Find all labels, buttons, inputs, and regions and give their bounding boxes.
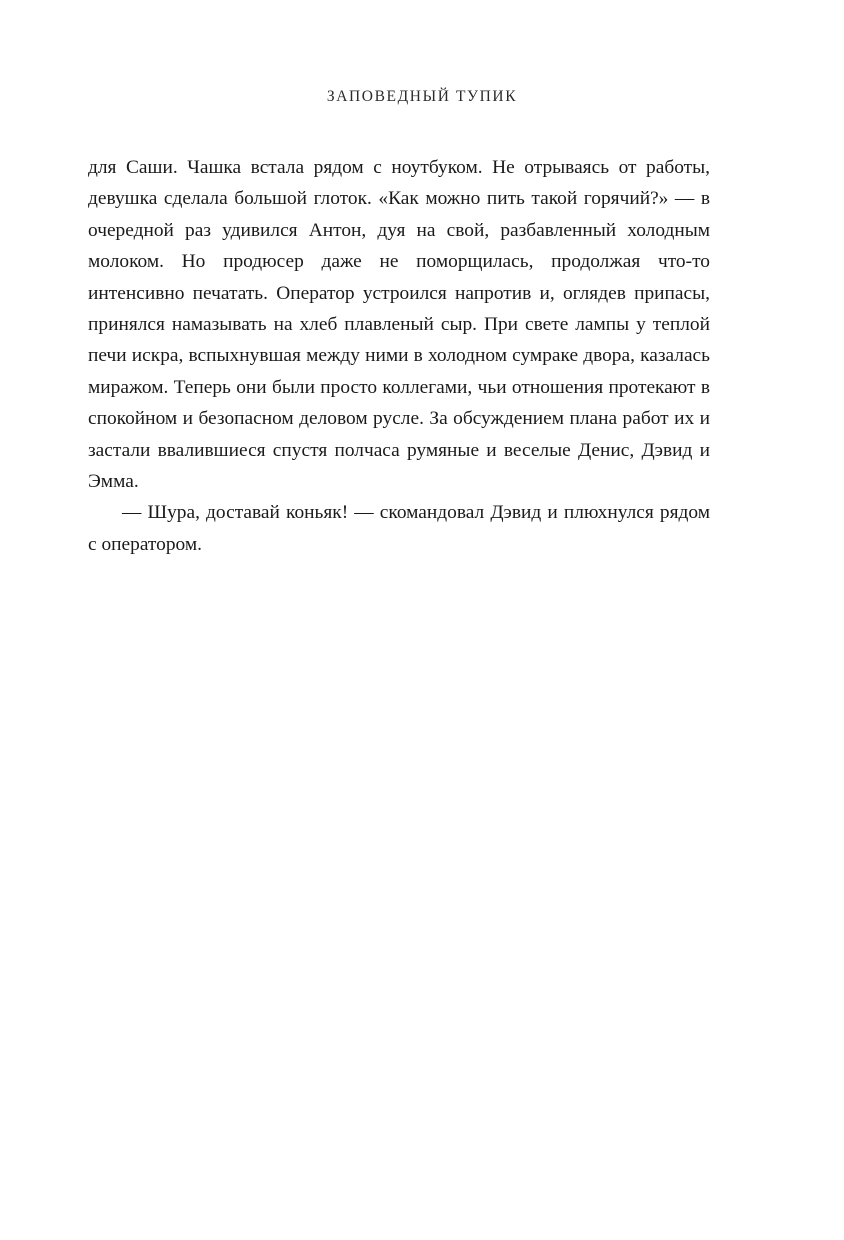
body-text (88, 152, 710, 560)
running-head: ЗАПОВЕДНЫЙ ТУПИК (326, 88, 518, 105)
paragraph: для Саши. Чашка встала рядом с ноутбуком. Не отрываясь от работы, девушка сделала большой глоток. «Как можно пить такой горячий?» — в очередной раз удивился Антон, дуя на свой, разбавленный холодным молоком. Но продюсер даже не поморщилась, продолжая что-то интенсивно печатать. Оператор устроился напротив и, оглядев припасы, принялся намазывать на хлеб плавленый сыр. При свете лампы у теплой печи искра, вспыхнувшая между ними в холодном сумраке двора, казалась миражом. Теперь они были просто коллегами, чьи отношения протекают в спокойном и безопасном деловом русле. За обсуждением плана работ их и застали ввалившиеся спустя полчаса румяные и веселые Денис, Дэвид и Эмма. (88, 157, 710, 493)
paragraph: — Шура, доставай коньяк! — скомандовал Дэвид и плюхнулся рядом с оператором. (88, 502, 710, 555)
